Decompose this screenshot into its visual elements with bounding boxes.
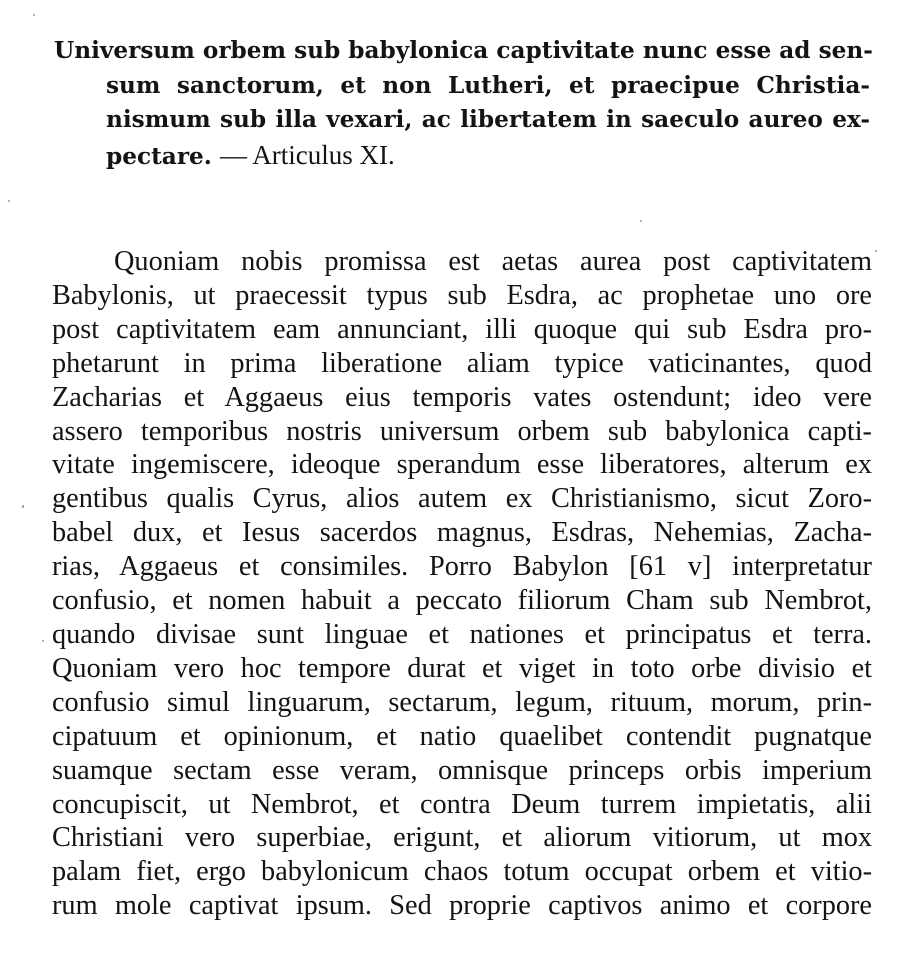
body-line: palam fiet, ergo babylonicum chaos totum occupat orbem et vitio- (52, 856, 872, 888)
body-line: suamque sectam esse veram, omnisque princeps orbis imperium (52, 754, 872, 786)
heading-line: Universum orbem sub babylonica captivitate nunc esse ad sen- (54, 37, 873, 64)
heading-last-line (54, 138, 870, 175)
body-line: vitate ingemiscere, ideoque sperandum esse liberatores, alterum ex (52, 449, 872, 481)
body-line: cipatuum et opinionum, et natio quaelibet contendit pugnatque (52, 720, 872, 752)
body-line: quando divisae sunt linguae et nationes et principatus et terra. (52, 618, 872, 650)
body-line: confusio, et nomen habuit a peccato filiorum Cham sub Nembrot, (52, 585, 872, 617)
body-line: assero temporibus nostris universum orbem sub babylonica capti- (52, 415, 872, 447)
heading-line: pectare. (106, 142, 212, 170)
body-line: Zacharias et Aggaeus eius temporis vates ostendunt; ideo vere (52, 381, 872, 413)
body-line: Christiani vero superbiae, erigunt, et aliorum vitiorum, ut mox (52, 822, 872, 854)
article-reference: — Articulus XI. (219, 139, 395, 170)
body-line: confusio simul linguarum, sectarum, legum, rituum, morum, prin- (52, 686, 872, 718)
heading-line: nismum sub illa vexari, ac libertatem in saeculo aureo ex- (106, 106, 870, 133)
body-line: Quoniam vero hoc tempore durat et viget in toto orbe divisio et (52, 652, 872, 684)
body-line: gentibus qualis Cyrus, alios autem ex Christianismo, sicut Zoro- (52, 483, 872, 515)
heading-line: sum sanctorum, et non Lutheri, et praecipue Christia- (106, 71, 870, 99)
body-line: Quoniam nobis promissa est aetas aurea post captivitatem (114, 246, 872, 277)
body-line: phetarunt in prima liberatione aliam typice vaticinantes, quod (52, 347, 872, 379)
body-paragraph (52, 245, 872, 923)
body-line: concupiscit, ut Nembrot, et contra Deum turrem impietatis, alii (52, 788, 872, 820)
body-line: rum mole captivat ipsum. Sed proprie captivos animo et corpore (52, 890, 872, 922)
body-line: rias, Aggaeus et consimiles. Porro Babylon [61 v] interpretatur (52, 551, 872, 583)
body-line: Babylonis, ut praecessit typus sub Esdra, ac prophetae uno ore (52, 279, 872, 311)
body-line: babel dux, et Iesus sacerdos magnus, Esdras, Nehemias, Zacha- (52, 517, 872, 549)
body-line: post captivitatem eam annunciant, illi quoque qui sub Esdra pro- (52, 313, 872, 345)
article-heading (54, 34, 873, 174)
